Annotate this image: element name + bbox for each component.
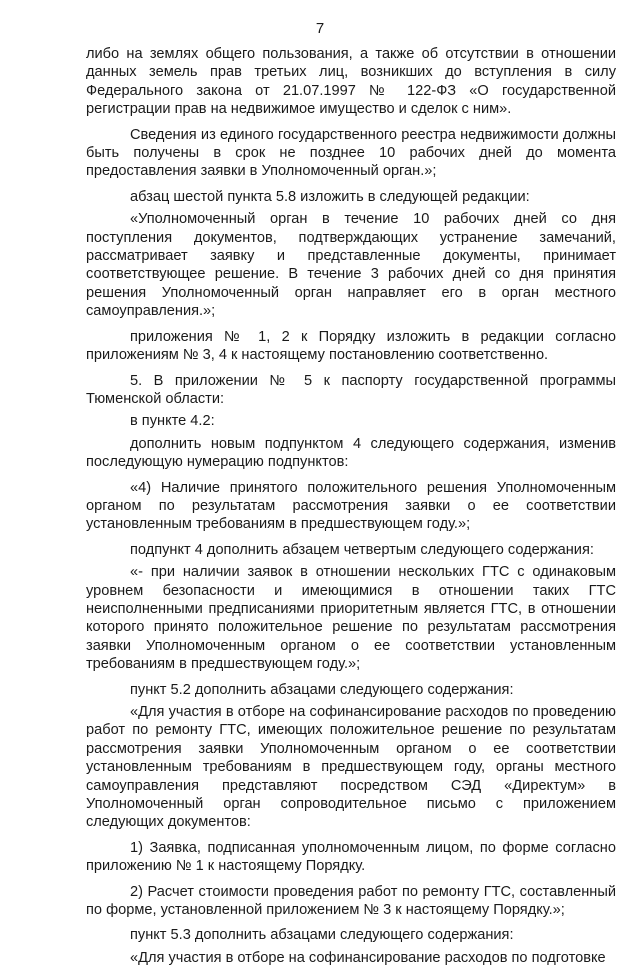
paragraph-quote-subpoint-4: «4) Наличие принятого положительного решения Уполномоченным органом по результатам рассмотрения заявки о ее соответствии установленным требованиям в предшествующем году.»; [86,479,616,533]
paragraph-quote-authority-review: «Уполномоченный орган в течение 10 рабочих дней со дня поступления документов, подтверждающих устранение замечаний, рассматривает заявку и представленные документы, принимает соответствующее решение. В течение 3 рабочих дней со дня принятия решения Уполномоченный орган направляет его в орган местного самоуправления.»; [86,211,616,320]
paragraph-subpoint-4-addition: подпункт 4 дополнить абзацем четвертым следующего содержания: [130,541,594,558]
paragraph-registry-clause: либо на землях общего пользования, а также об отсутствии в отношении данных земель прав третьих лиц, возникших до вступления в силу Федерального закона от 21.07.1997 № 122-ФЗ «О государственной регистрации прав на недвижимое имущество и сделок с ним». [86,46,616,118]
paragraph-point-4-2: в пункте 4.2: [130,413,215,430]
paragraph-registry-deadline: Сведения из единого государственного реестра недвижимости должны быть получены в срок не позднее 10 рабочих дней до момента предоставления заявки в Уполномоченный орган.»; [86,126,616,180]
paragraph-item-5: 5. В приложении № 5 к паспорту государственной программы Тюменской области: [86,372,616,407]
paragraph-quote-participation-preparation: «Для участия в отборе на софинансирование расходов по подготовке [130,949,606,966]
paragraph-amend-5-8: абзац шестой пункта 5.8 изложить в следующей редакции: [130,188,530,205]
paragraph-quote-participation-repair: «Для участия в отборе на софинансирование расходов по проведению работ по ремонту ГТС, имеющих положительное решение по результатам рассмотрения заявки Уполномоченным органом о ее соответствии установленным требованиям в предшествующем году, органы местного самоуправления представляют посредством СЭД «Директум» в Уполномоченный орган сопроводительное письмо с приложением следующих документов: [86,704,616,831]
page-number: 7 [315,20,325,37]
paragraph-annexes-amend: приложения № 1, 2 к Порядку изложить в редакции согласно приложениям № 3, 4 к настоящему постановлению соответственно. [86,328,616,364]
paragraph-doc-2-cost-estimate: 2) Расчет стоимости проведения работ по ремонту ГТС, составленный по форме, установленной приложением № 3 к настоящему Порядку.»; [86,883,616,919]
paragraph-quote-priority: «- при наличии заявок в отношении нескольких ГТС с одинаковым уровнем безопасности и имеющимися в отношении таких ГТС неисполненными предписаниями приоритетным является ГТС, в отношении которого принято положительное решение по результатам рассмотрения заявки Уполномоченным органом о ее соответствии установленным требованиям в предшествующем году.»; [86,564,616,673]
paragraph-add-subpoint-4: дополнить новым подпунктом 4 следующего содержания, изменив последующую нумерацию подпунктов: [86,435,616,471]
paragraph-point-5-3: пункт 5.3 дополнить абзацами следующего содержания: [130,927,514,944]
document-body [86,45,616,967]
paragraph-point-5-2: пункт 5.2 дополнить абзацами следующего содержания: [130,681,514,698]
paragraph-doc-1-application: 1) Заявка, подписанная уполномоченным лицом, по форме согласно приложению № 1 к настоящему Порядку. [86,839,616,875]
